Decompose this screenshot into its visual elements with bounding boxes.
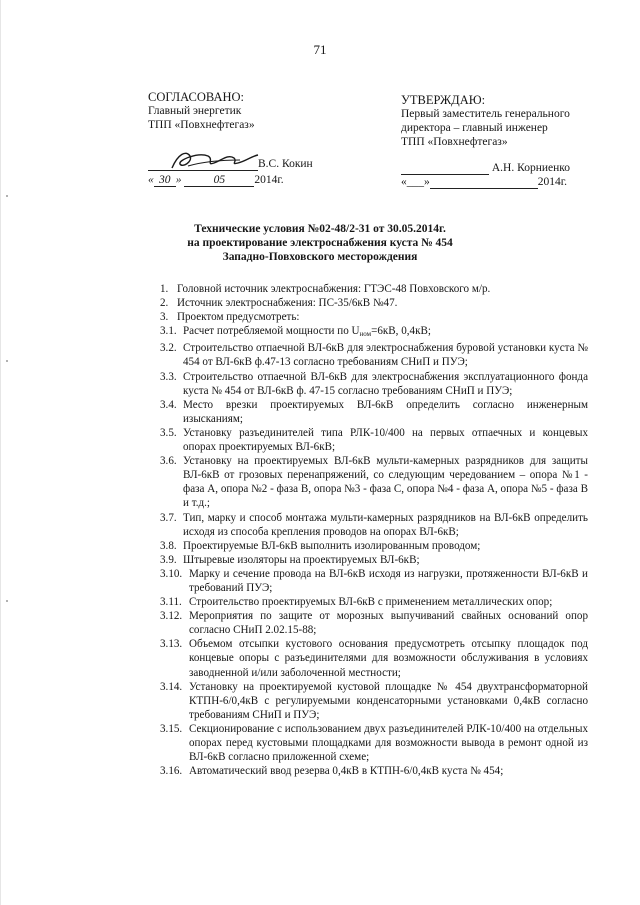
- item-number: 3.10.: [160, 567, 183, 580]
- approval-block-agreed: [148, 90, 255, 132]
- list-item: [160, 454, 588, 510]
- title-line-1: Технические условия №02-48/2-31 от 30.05.2014г.: [194, 223, 446, 235]
- agreed-date-year: 2014г.: [254, 174, 284, 186]
- item-number: 1.: [160, 283, 169, 295]
- conditions-list: [160, 282, 588, 778]
- list-item: [160, 370, 588, 398]
- item-text: [183, 324, 588, 341]
- item-text: Автоматический ввод резерва 0,4кВ в КТПН-6/0,4кВ куста № 454;: [189, 765, 504, 778]
- approve-date-month: [430, 176, 538, 189]
- item-text: Место врезки проектируемых ВЛ-6кВ определить согласно инженерным изысканиям;: [183, 398, 588, 425]
- agreed-heading: СОГЛАСОВАНО:: [148, 90, 245, 104]
- agreed-position: Главный энергетик: [148, 105, 242, 117]
- list-item: [160, 310, 588, 324]
- agreed-signature-line: [148, 158, 313, 171]
- item-text: Объемом отсыпки кустового основания предусмотреть отсыпку площадок под концевые опоры с разъединителями для возможности обслуживания в условиях заводненной и/или заболоченной местности;: [189, 638, 588, 679]
- list-item: [160, 595, 588, 609]
- item-number: 2.: [160, 297, 169, 310]
- item-text: Тип, марку и способ монтажа мульти-камерных разрядников на ВЛ-6кВ определить исходя из способа крепления проводов на опорах ВЛ-6кВ;: [183, 511, 588, 538]
- item-text: Строительство проектируемых ВЛ-6кВ с применением металлических опор;: [189, 596, 553, 609]
- item-number: 3.3.: [160, 370, 177, 383]
- title-line-2: на проектирование электроснабжения куста № 454: [187, 237, 453, 249]
- item-text: Секционирование с использованием двух разъединителей РЛК-10/400 на отдельных опорах перед кустовыми площадками для возможности вывода в ремонт одной из ВЛ-6кВ согласно приложенной схеме;: [189, 722, 588, 764]
- signature-underline: [401, 162, 489, 175]
- approve-signer-name: А.Н. Корниенко: [491, 162, 571, 174]
- item-number: 3.5.: [160, 426, 177, 439]
- approve-position-1: Первый заместитель генерального: [401, 108, 570, 120]
- approve-date-line: [401, 176, 567, 189]
- item-number: 3.11.: [160, 596, 182, 609]
- item-text-part: Расчет потребляемой мощности по U: [183, 325, 360, 338]
- item-text-subscript: ном: [359, 330, 372, 339]
- list-item: [160, 764, 588, 778]
- list-item: [160, 722, 588, 764]
- item-text: Мероприятия по защите от морозных выпучиваний свайных оснований опор согласно СНиП 2.02.15-88;: [189, 610, 588, 637]
- list-item: [160, 398, 588, 426]
- approve-heading: УТВЕРЖДАЮ:: [401, 93, 486, 107]
- approve-position-2: директора – главный инженер: [401, 122, 548, 134]
- document-title: [0, 222, 640, 264]
- list-item: [160, 567, 588, 595]
- agreed-date-day: 30: [154, 174, 176, 187]
- agreed-date-month: 05: [184, 174, 254, 187]
- list-item: [160, 637, 588, 679]
- agreed-organization: ТПП «Повхнефтегаз»: [148, 119, 255, 131]
- signature-underline: [148, 158, 258, 171]
- item-number: 3.12.: [160, 610, 183, 623]
- scan-edge: [0, 0, 1, 905]
- list-item: [160, 539, 588, 553]
- list-item: [160, 426, 588, 454]
- list-item: [160, 341, 588, 369]
- list-item: [160, 609, 588, 637]
- item-number: 3.1.: [160, 325, 177, 338]
- approval-block-approve: [401, 93, 570, 149]
- item-text: Установку на проектируемых ВЛ-6кВ мульти-камерных разрядников для защиты ВЛ-6кВ от грозовых перенапряжений, со следующим чередованием – опора №1 - фаза А, опора №2 - фаза В, опора №3 - фаза С, опора №4 - фаза А, опора №5 - фаза В и т.д.;: [183, 455, 588, 510]
- item-number: 3.: [160, 311, 169, 324]
- item-text: Штыревые изоляторы на проектируемых ВЛ-6кВ;: [183, 553, 420, 566]
- item-text: Проектом предусмотреть:: [177, 311, 300, 324]
- scan-speck: [6, 600, 8, 602]
- approve-organization: ТПП «Повхнефтегаз»: [401, 136, 508, 148]
- list-item: [160, 296, 588, 310]
- item-text-part: =6кВ, 0,4кВ;: [371, 325, 431, 338]
- title-line-3: Западно-Повховского месторождения: [222, 251, 418, 263]
- agreed-date-line: « 30 » 05 2014г.: [148, 174, 284, 186]
- scan-speck: [6, 360, 8, 362]
- item-number: 3.16.: [160, 765, 183, 778]
- item-text: Источник электроснабжения: ПС-35/6кВ №47.: [177, 297, 398, 310]
- agreed-signer-name: В.С. Кокин: [258, 158, 313, 170]
- item-text: Марку и сечение провода на ВЛ-6кВ исходя из нагрузки, протяженности ВЛ-6кВ и требований ПУЭ;: [189, 567, 588, 594]
- item-number: 3.9.: [160, 553, 177, 566]
- scan-speck: [6, 195, 8, 197]
- item-text: Установку на проектируемой кустовой площадке № 454 двухтрансформаторной КТПН-6/0,4кВ с регулируемыми конденсаторными установками 0,4кВ согласно требованиям СНиП и ПУЭ;: [189, 680, 588, 721]
- item-number: 3.13.: [160, 638, 183, 651]
- page-number: 71: [313, 42, 327, 57]
- list-item: [160, 511, 588, 539]
- item-number: 3.15.: [160, 722, 183, 735]
- item-number: 3.8.: [160, 539, 177, 552]
- approve-date-year: 2014г.: [537, 176, 568, 188]
- list-item: [160, 553, 588, 567]
- item-text: Головной источник электроснабжения: ГТЭС-48 Повховского м/р.: [177, 283, 491, 295]
- item-text: Установку разъединителей типа РЛК-10/400 на первых отпаечных и концевых опорах проектируемых ВЛ-6кВ;: [183, 426, 588, 454]
- item-number: 3.7.: [160, 511, 177, 524]
- item-text: Строительство отпаечной ВЛ-6кВ для электроснабжения эксплуатационного фонда куста № 454 от ВЛ-6кВ ф. 47-15 согласно требованиям СНиП и ПУЭ;: [183, 370, 588, 397]
- approve-date-day: «___»: [401, 176, 430, 188]
- item-number: 3.14.: [160, 680, 183, 693]
- list-item: [160, 282, 588, 296]
- item-number: 3.2.: [160, 342, 177, 355]
- item-text: Проектируемые ВЛ-6кВ выполнить изолированным проводом;: [183, 539, 481, 552]
- list-item: [160, 324, 588, 341]
- item-number: 3.6.: [160, 455, 177, 468]
- item-number: 3.4.: [160, 398, 177, 411]
- item-text: Строительство отпаечной ВЛ-6кВ для электроснабжения буровой установки куста № 454 от ВЛ-6кВ ф.47-13 согласно требованиям СНиП и ПУЭ;: [183, 342, 588, 369]
- list-item: [160, 680, 588, 722]
- approve-signature-line: [401, 162, 570, 175]
